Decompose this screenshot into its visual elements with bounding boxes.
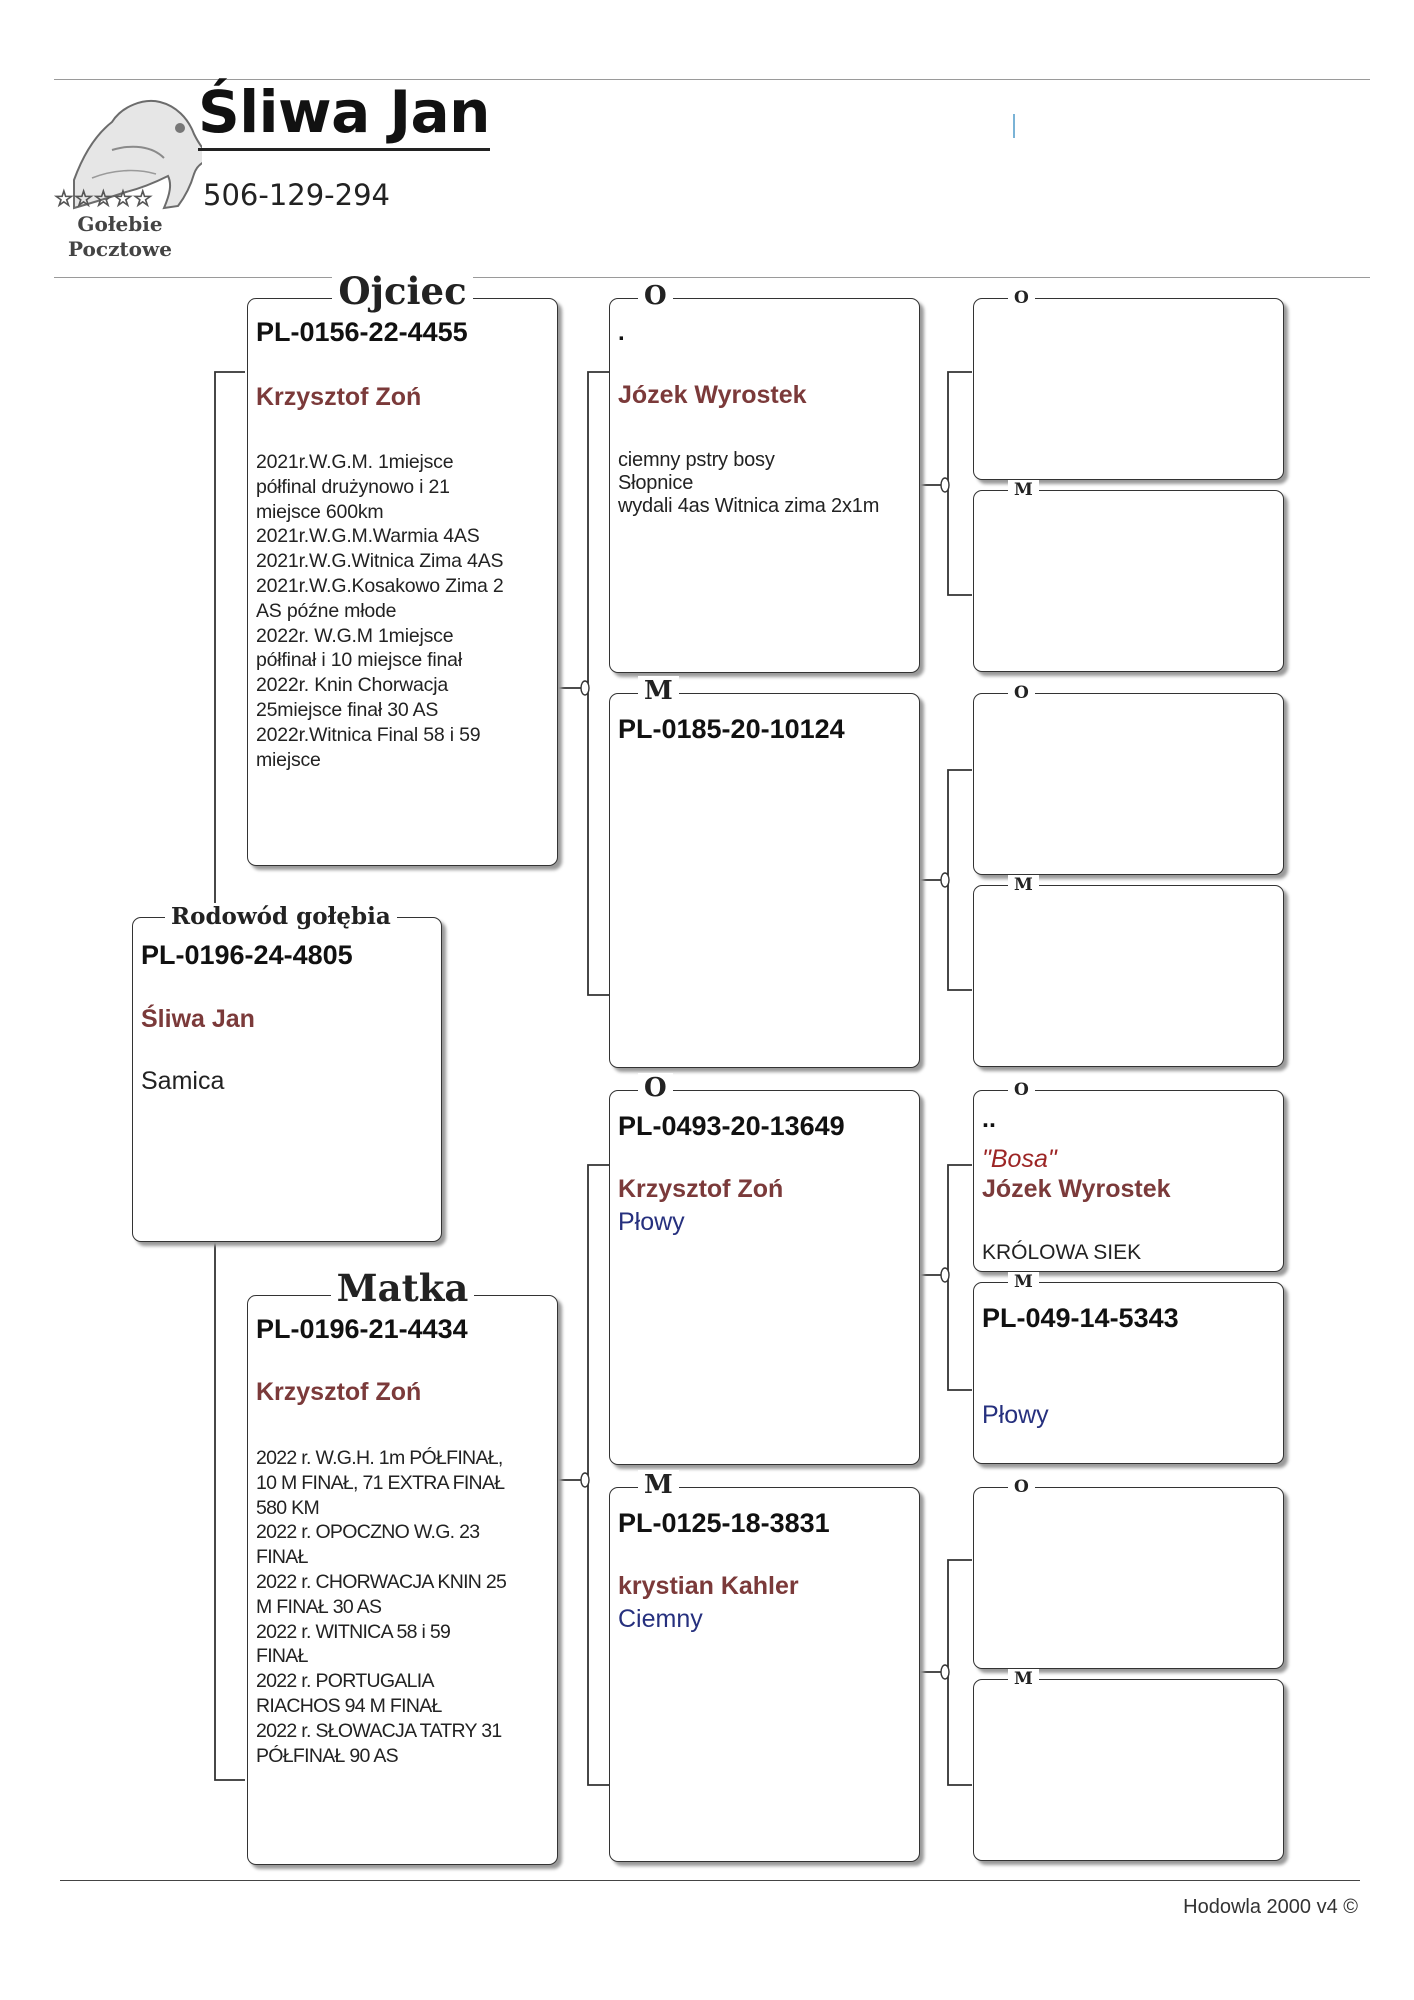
grandfather-maternal-tag-label: O bbox=[638, 1073, 673, 1103]
great-grandparent-3-card bbox=[973, 683, 1284, 875]
father-card bbox=[247, 269, 558, 866]
grandmother-maternal-breeder: krystian Kahler bbox=[618, 1572, 799, 1600]
grandmother-maternal-card bbox=[609, 1470, 920, 1862]
mother-card bbox=[247, 1266, 558, 1865]
great-grandparent-1-card bbox=[973, 288, 1284, 480]
great-grandparent-6-card bbox=[973, 1272, 1284, 1464]
great-grandparent-5-breeder: Józek Wyrostek bbox=[982, 1175, 1171, 1203]
footer-text: Hodowla 2000 v4 © bbox=[1183, 1896, 1358, 1918]
grandmother-paternal-ring: PL-0185-20-10124 bbox=[618, 714, 845, 744]
father-breeder: Krzysztof Zoń bbox=[256, 383, 422, 411]
great-grandparent-7-tag-label: O bbox=[1008, 1477, 1035, 1497]
father-ring: PL-0156-22-4455 bbox=[256, 317, 468, 347]
subject-ring: PL-0196-24-4805 bbox=[141, 940, 353, 970]
footer-rule bbox=[60, 1880, 1360, 1881]
grandmother-maternal-color: Ciemny bbox=[618, 1605, 703, 1633]
great-grandparent-2-tag-label: M bbox=[1008, 480, 1039, 500]
grandfather-paternal-ring: . bbox=[618, 319, 625, 346]
great-grandparent-5-tag-label: O bbox=[1008, 1080, 1035, 1100]
subject-card bbox=[132, 903, 442, 1242]
grandfather-paternal-card bbox=[609, 281, 920, 673]
great-grandparent-1-tag-label: O bbox=[1008, 288, 1035, 308]
great-grandparent-5-info: KRÓLOWA SIEK bbox=[982, 1241, 1142, 1264]
grandfather-paternal-breeder: Józek Wyrostek bbox=[618, 381, 807, 409]
subject-breeder: Śliwa Jan bbox=[141, 1005, 255, 1033]
mother-ring: PL-0196-21-4434 bbox=[256, 1314, 468, 1344]
great-grandparent-6-color: Płowy bbox=[982, 1401, 1049, 1429]
grandfather-maternal-breeder: Krzysztof Zoń bbox=[618, 1175, 784, 1203]
mother-tag-label: Matka bbox=[331, 1266, 475, 1310]
grandfather-paternal-info: ciemny pstry bosy Słopnice wydali 4as Witnica zima 2x1m bbox=[618, 449, 880, 517]
logo-text-line2: Pocztowe bbox=[68, 237, 172, 261]
great-grandparent-5-card bbox=[973, 1080, 1284, 1272]
grandfather-paternal-tag-label: O bbox=[638, 281, 673, 311]
mother-notes: 2022 r. W.G.H. 1m PÓŁFINAŁ, 10 M FINAŁ, 71 EXTRA FINAŁ 580 KM 2022 r. OPOCZNO W.G. 23 FINAŁ 2022 r. CHORWACJA KNIN 25 M FINAŁ 30 AS 2022 r. WITNICA 58 i 59 FINAŁ 2022 r. PORTUGALIA RIACHOS 94 M FINAŁ 2022 r. SŁOWACJA TATRY 31 PÓŁFINAŁ 90 AS bbox=[256, 1447, 507, 1767]
grandmother-paternal-tag-label: M bbox=[638, 676, 679, 706]
great-grandparent-5-nickname: "Bosa" bbox=[982, 1145, 1057, 1173]
owner-phone: 506-129-294 bbox=[203, 178, 390, 212]
great-grandparent-6-tag-label: M bbox=[1008, 1272, 1039, 1292]
subject-sex: Samica bbox=[141, 1067, 225, 1095]
great-grandparent-8-tag-label: M bbox=[1008, 1669, 1039, 1689]
grandfather-maternal-color: Płowy bbox=[618, 1208, 685, 1236]
great-grandparent-3-tag-label: O bbox=[1008, 683, 1035, 703]
great-grandparent-2-card bbox=[973, 480, 1284, 672]
logo-text-line1: Gołebie bbox=[77, 212, 163, 236]
grandfather-maternal-card bbox=[609, 1073, 920, 1465]
grandfather-maternal-ring: PL-0493-20-13649 bbox=[618, 1111, 845, 1141]
great-grandparent-5-ring: .. bbox=[982, 1105, 996, 1133]
great-grandparent-8-card bbox=[973, 1669, 1284, 1861]
subject-tag-label: Rodowód gołębia bbox=[165, 903, 397, 930]
great-grandparent-7-card bbox=[973, 1477, 1284, 1669]
svg-text:☆☆☆☆☆: ☆☆☆☆☆ bbox=[54, 187, 153, 212]
great-grandparent-4-tag-label: M bbox=[1008, 875, 1039, 895]
grandmother-paternal-card bbox=[609, 676, 920, 1068]
father-notes: 2021r.W.G.M. 1miejsce półfinal drużynowo i 21 miejsce 600km 2021r.W.G.M.Warmia 4AS 2021r.W.G.Witnica Zima 4AS 2021r.W.G.Kosakowo Zima 2 AS późne młode 2022r. W.G.M 1miejsce półfinał i 10 miejsce finał 2022r. Knin Chorwacja 25miejsce finał 30 AS 2022r.Witnica Final 58 i 59 miejsce bbox=[256, 451, 504, 771]
grandmother-maternal-tag-label: M bbox=[638, 1470, 679, 1500]
owner-name: Śliwa Jan bbox=[198, 78, 490, 151]
great-grandparent-6-ring: PL-049-14-5343 bbox=[982, 1303, 1179, 1333]
grandmother-maternal-ring: PL-0125-18-3831 bbox=[618, 1508, 830, 1538]
father-tag-label: Ojciec bbox=[332, 269, 472, 313]
mother-breeder: Krzysztof Zoń bbox=[256, 1378, 422, 1406]
great-grandparent-4-card bbox=[973, 875, 1284, 1067]
